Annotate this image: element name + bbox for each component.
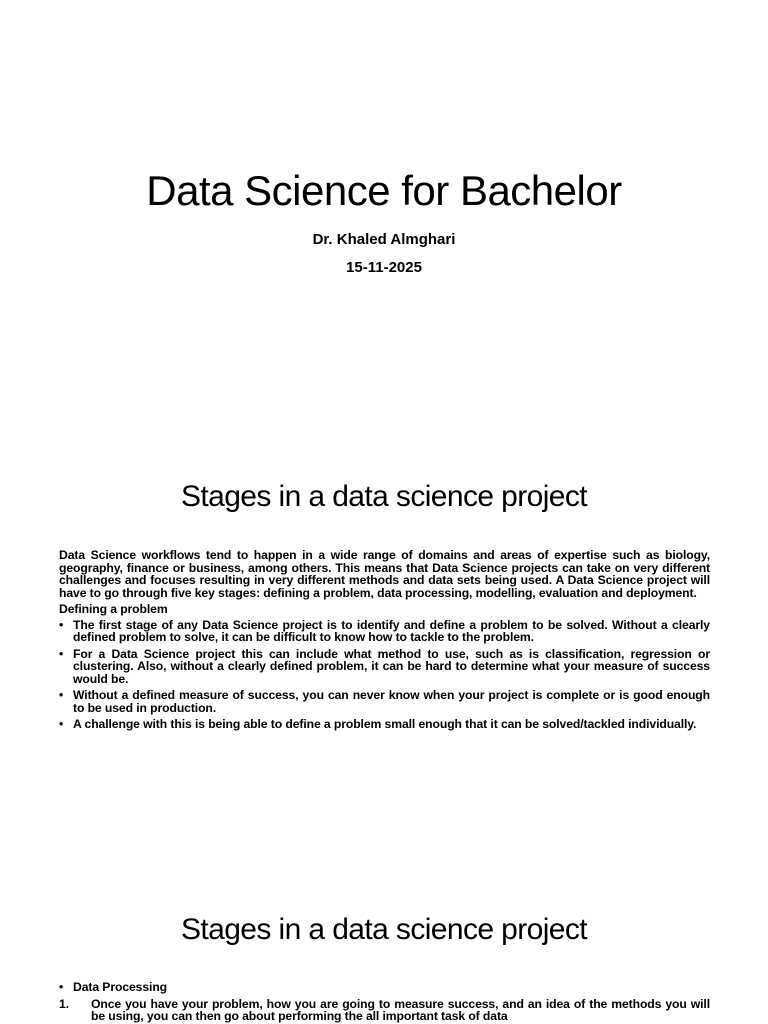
bullet-item xyxy=(59,981,710,994)
bullet-icon: • xyxy=(59,617,64,632)
stages-slide-data-processing xyxy=(0,864,768,1024)
bullet-icon: • xyxy=(59,980,64,994)
bullet-item xyxy=(59,648,710,686)
slide-heading: Stages in a data science project xyxy=(180,480,588,513)
slide-body xyxy=(59,549,710,735)
bullet-icon: • xyxy=(59,688,64,702)
author-name: Dr. Khaled Almghari xyxy=(312,231,456,248)
presentation-title: Data Science for Bachelor xyxy=(146,167,622,214)
numbered-list xyxy=(59,998,710,1023)
bullet-item xyxy=(59,718,710,731)
slide-heading: Stages in a data science project xyxy=(180,913,588,946)
stages-slide-defining-problem xyxy=(0,432,768,864)
bullet-text: Without a defined measure of success, you can never know when your project is complete or is good enough to be used in production. xyxy=(73,688,710,715)
bullet-text: Data Processing xyxy=(73,980,168,994)
bullet-icon: • xyxy=(59,646,64,661)
bullet-item xyxy=(59,619,710,644)
bullet-item xyxy=(59,689,710,714)
numbered-item xyxy=(59,998,710,1023)
title-slide xyxy=(0,0,768,432)
slide-body xyxy=(59,981,710,1023)
bullet-list xyxy=(59,619,710,731)
item-number: 1. xyxy=(59,996,69,1011)
bullet-text: The first stage of any Data Science project is to identify and define a problem to be solved. Without a clearly defined problem to solve, it can be difficult to know how to tackle to the problem. xyxy=(73,617,710,644)
presentation-date: 15-11-2025 xyxy=(346,259,422,276)
item-text: Once you have your problem, how you are going to measure success, and an idea of the methods you will be using, you can then go about performing the all important task of data xyxy=(91,996,710,1023)
intro-paragraph: Data Science workflows tend to happen in a wide range of domains and areas of expertise such as biology, geography, finance or business, among others. This means that Data Science projects can take on very different challenges and focuses resulting in very different methods and data sets being used. A Data Science project will have to go through five key stages: defining a problem, data processing, modelling, evaluation and deployment. xyxy=(59,548,710,600)
bullet-list xyxy=(59,981,710,994)
bullet-text: A challenge with this is being able to define a problem small enough that it can be solved/tackled individually. xyxy=(73,717,697,731)
subheading-defining-problem: Defining a problem xyxy=(59,602,168,616)
bullet-text: For a Data Science project this can include what method to use, such as is classification, regression or clustering. Also, without a clearly defined problem, it can be hard to determine what your measure of success would be. xyxy=(73,646,710,686)
bullet-icon: • xyxy=(59,717,64,731)
